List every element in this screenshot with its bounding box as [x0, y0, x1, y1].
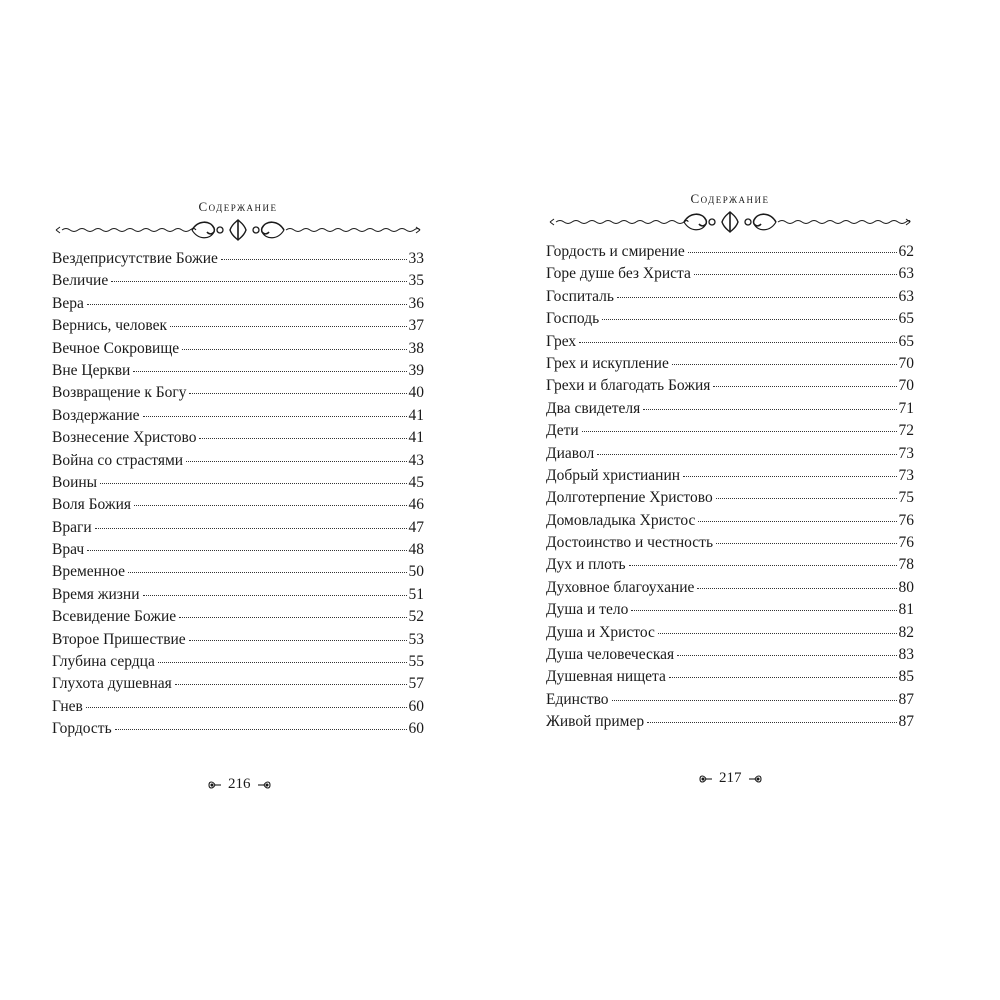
toc-entry-page: 41 [408, 406, 424, 424]
dot-leader [134, 504, 406, 506]
toc-entry-title: Дух и плоть [546, 556, 626, 574]
toc-entry-title: Грех и искупление [546, 354, 669, 372]
dot-leader [698, 520, 896, 522]
scroll-flourish-icon [52, 218, 424, 242]
toc-entry-title: Воздержание [52, 406, 140, 424]
dot-leader [115, 728, 407, 730]
toc-entry [52, 360, 424, 382]
dot-leader [643, 408, 896, 410]
toc-entry-title: Достоинство и честность [546, 534, 714, 552]
dot-leader [617, 296, 897, 298]
dot-leader [158, 661, 407, 663]
left-page [52, 198, 424, 741]
dot-leader [143, 415, 407, 417]
toc-entry-page: 52 [408, 608, 424, 626]
toc-entry-page: 83 [898, 646, 914, 664]
page-number [699, 770, 762, 787]
toc-entry [52, 494, 424, 516]
dot-leader [133, 370, 406, 372]
fleuron-icon [257, 779, 271, 791]
toc-entry-title: Душа и Христос [546, 623, 655, 641]
toc-entry-title: Враги [52, 518, 92, 536]
toc-entry [52, 270, 424, 292]
toc-entry-title: Время жизни [52, 585, 140, 603]
toc-entry-title: Гнев [52, 697, 83, 715]
dot-leader [716, 497, 897, 499]
toc-entry-page: 62 [898, 243, 914, 260]
toc-entry-page: 78 [898, 556, 914, 574]
toc-entry [546, 420, 914, 442]
page-number-text: 216 [228, 776, 251, 792]
toc-entry [52, 696, 424, 718]
toc-entry-title: Возвращение к Богу [52, 384, 187, 402]
fleuron-icon [699, 773, 713, 785]
toc-entry [546, 510, 914, 532]
dot-leader [669, 676, 897, 678]
toc-entry [546, 666, 914, 688]
dot-leader [647, 721, 896, 723]
right-page [546, 190, 914, 734]
toc-entry-title: Долготерпение Христово [546, 489, 713, 507]
toc-entry [52, 539, 424, 561]
toc-entry [546, 644, 914, 666]
toc-entry [546, 375, 914, 397]
dot-leader [189, 392, 406, 394]
page-number-text: 217 [719, 770, 742, 786]
dot-leader [111, 280, 406, 282]
toc-entry-page: 73 [898, 444, 914, 462]
toc-entry [52, 382, 424, 404]
dot-leader [629, 564, 897, 566]
toc-entry-page: 70 [898, 377, 914, 395]
toc-entry [52, 427, 424, 449]
toc-entry-page: 50 [408, 563, 424, 581]
toc-entry-title: Единство [546, 690, 609, 708]
toc-entry [52, 673, 424, 695]
dot-leader [143, 594, 407, 596]
toc-entry-title: Глухота душевная [52, 675, 172, 693]
toc-entry-page: 60 [408, 720, 424, 738]
toc-entry [52, 517, 424, 539]
toc-entry-page: 35 [408, 272, 424, 290]
toc-entry [52, 315, 424, 337]
dot-leader [597, 453, 896, 455]
page-number [208, 776, 271, 793]
toc-entry-title: Вера [52, 294, 84, 312]
toc-entry-page: 65 [898, 332, 914, 350]
toc-entry-title: Глубина сердца [52, 653, 155, 671]
toc-entry-page: 37 [408, 317, 424, 335]
toc-entry-title: Грехи и благодать Божия [546, 377, 711, 395]
toc-entry-page: 85 [898, 668, 914, 686]
toc-entry-page: 39 [408, 361, 424, 379]
toc-entry-title: Второе Пришествие [52, 630, 186, 648]
dot-leader [186, 460, 406, 462]
dot-leader [100, 482, 406, 484]
toc-entry-page: 33 [408, 250, 424, 267]
toc-entry [546, 263, 914, 285]
toc-entry-title: Дети [546, 422, 579, 440]
toc-entry-page: 48 [408, 541, 424, 559]
toc-entry [52, 651, 424, 673]
toc-entry-page: 53 [408, 630, 424, 648]
toc-entry-page: 41 [408, 429, 424, 447]
toc-entry-page: 81 [898, 601, 914, 619]
dot-leader [694, 273, 897, 275]
toc-entry-page: 73 [898, 466, 914, 484]
dot-leader [677, 654, 896, 656]
dot-leader [221, 258, 407, 260]
toc-entry-page: 46 [408, 496, 424, 514]
dot-leader [95, 527, 407, 529]
toc-entry-title: Живой пример [546, 713, 645, 731]
dot-leader [170, 325, 406, 327]
dot-leader [688, 251, 897, 253]
toc-entry [546, 331, 914, 353]
toc-entry [546, 577, 914, 599]
dot-leader [683, 475, 896, 477]
toc-entry-page: 47 [408, 518, 424, 536]
toc-entry [52, 561, 424, 583]
toc-entry-title: Вернись, человек [52, 317, 168, 335]
toc-entry-page: 57 [408, 675, 424, 693]
toc-entry [546, 622, 914, 644]
toc-entry [52, 718, 424, 740]
toc-entry-page: 38 [408, 339, 424, 357]
toc-entry [52, 472, 424, 494]
toc-entry-title: Вне Церкви [52, 361, 131, 379]
scroll-flourish-icon [546, 210, 914, 234]
toc-entry-title: Диавол [546, 444, 595, 462]
dot-leader [175, 683, 407, 685]
toc-entry-page: 60 [408, 697, 424, 715]
toc-entry-page: 76 [898, 511, 914, 529]
toc-entry-title: Всевидение Божие [52, 608, 177, 626]
toc-entry [52, 248, 424, 270]
toc-entry [546, 554, 914, 576]
toc-entry-page: 43 [408, 451, 424, 469]
toc-entry [52, 450, 424, 472]
toc-entry-page: 87 [898, 713, 914, 731]
toc-entry-page: 65 [898, 310, 914, 328]
toc-list [546, 241, 914, 734]
toc-entry [546, 487, 914, 509]
dot-leader [672, 363, 897, 365]
toc-list [52, 248, 424, 741]
toc-entry [546, 599, 914, 621]
toc-entry-page: 55 [408, 653, 424, 671]
toc-entry-page: 40 [408, 384, 424, 402]
toc-entry-title: Духовное благоухание [546, 578, 695, 596]
dot-leader [716, 542, 896, 544]
dot-leader [612, 699, 897, 701]
dot-leader [199, 437, 406, 439]
toc-entry [546, 308, 914, 330]
toc-entry-title: Добрый христианин [546, 466, 681, 484]
toc-entry-title: Вездеприсутствие Божие [52, 250, 218, 267]
toc-entry-page: 63 [898, 265, 914, 283]
toc-entry [52, 584, 424, 606]
toc-entry [546, 711, 914, 733]
toc-entry-title: Воины [52, 473, 98, 491]
dot-leader [602, 318, 896, 320]
toc-entry [546, 532, 914, 554]
toc-entry-page: 87 [898, 690, 914, 708]
dot-leader [658, 632, 897, 634]
toc-entry [52, 629, 424, 651]
toc-entry-page: 45 [408, 473, 424, 491]
toc-entry-title: Временное [52, 563, 126, 581]
toc-entry-page: 82 [898, 623, 914, 641]
toc-entry [546, 398, 914, 420]
toc-entry-title: Господь [546, 310, 600, 328]
toc-entry [52, 293, 424, 315]
toc-entry-title: Гордость и смирение [546, 243, 685, 260]
fleuron-icon [748, 773, 762, 785]
dot-leader [87, 303, 407, 305]
toc-entry [546, 689, 914, 711]
toc-entry-page: 80 [898, 578, 914, 596]
toc-entry [546, 465, 914, 487]
toc-entry-page: 76 [898, 534, 914, 552]
toc-entry-title: Война со страстями [52, 451, 184, 469]
dot-leader [713, 385, 896, 387]
running-head: Содержание [690, 191, 770, 206]
dot-leader [579, 341, 896, 343]
toc-entry-title: Величие [52, 272, 109, 290]
dot-leader [128, 571, 406, 573]
toc-entry [52, 405, 424, 427]
toc-entry-title: Грех [546, 332, 577, 350]
toc-entry-title: Два свидетеля [546, 399, 641, 417]
toc-entry-title: Горе душе без Христа [546, 265, 691, 283]
toc-entry-page: 71 [898, 399, 914, 417]
toc-entry-page: 51 [408, 585, 424, 603]
toc-entry-page: 75 [898, 489, 914, 507]
toc-entry-title: Гордость [52, 720, 112, 738]
toc-entry-title: Врач [52, 541, 85, 559]
dot-leader [697, 587, 896, 589]
toc-entry-title: Душа и тело [546, 601, 629, 619]
dot-leader [86, 706, 407, 708]
dot-leader [631, 609, 896, 611]
toc-entry-title: Госпиталь [546, 287, 614, 305]
toc-entry-page: 72 [898, 422, 914, 440]
running-head: Содержание [198, 199, 278, 214]
dot-leader [87, 549, 406, 551]
toc-entry-page: 63 [898, 287, 914, 305]
fleuron-icon [208, 779, 222, 791]
dot-leader [189, 639, 407, 641]
dot-leader [179, 616, 406, 618]
toc-entry-title: Душа человеческая [546, 646, 675, 664]
dot-leader [582, 430, 897, 432]
toc-entry-page: 36 [408, 294, 424, 312]
toc-entry [546, 286, 914, 308]
toc-entry-title: Воля Божия [52, 496, 132, 514]
toc-entry [52, 606, 424, 628]
toc-entry-page: 70 [898, 354, 914, 372]
toc-entry [546, 353, 914, 375]
toc-entry-title: Душевная нищета [546, 668, 666, 686]
toc-entry-title: Вечное Сокровище [52, 339, 180, 357]
toc-entry-title: Вознесение Христово [52, 429, 197, 447]
toc-entry [52, 338, 424, 360]
dot-leader [182, 348, 406, 350]
toc-entry [546, 443, 914, 465]
toc-entry [546, 241, 914, 263]
toc-entry-title: Домовладыка Христос [546, 511, 696, 529]
